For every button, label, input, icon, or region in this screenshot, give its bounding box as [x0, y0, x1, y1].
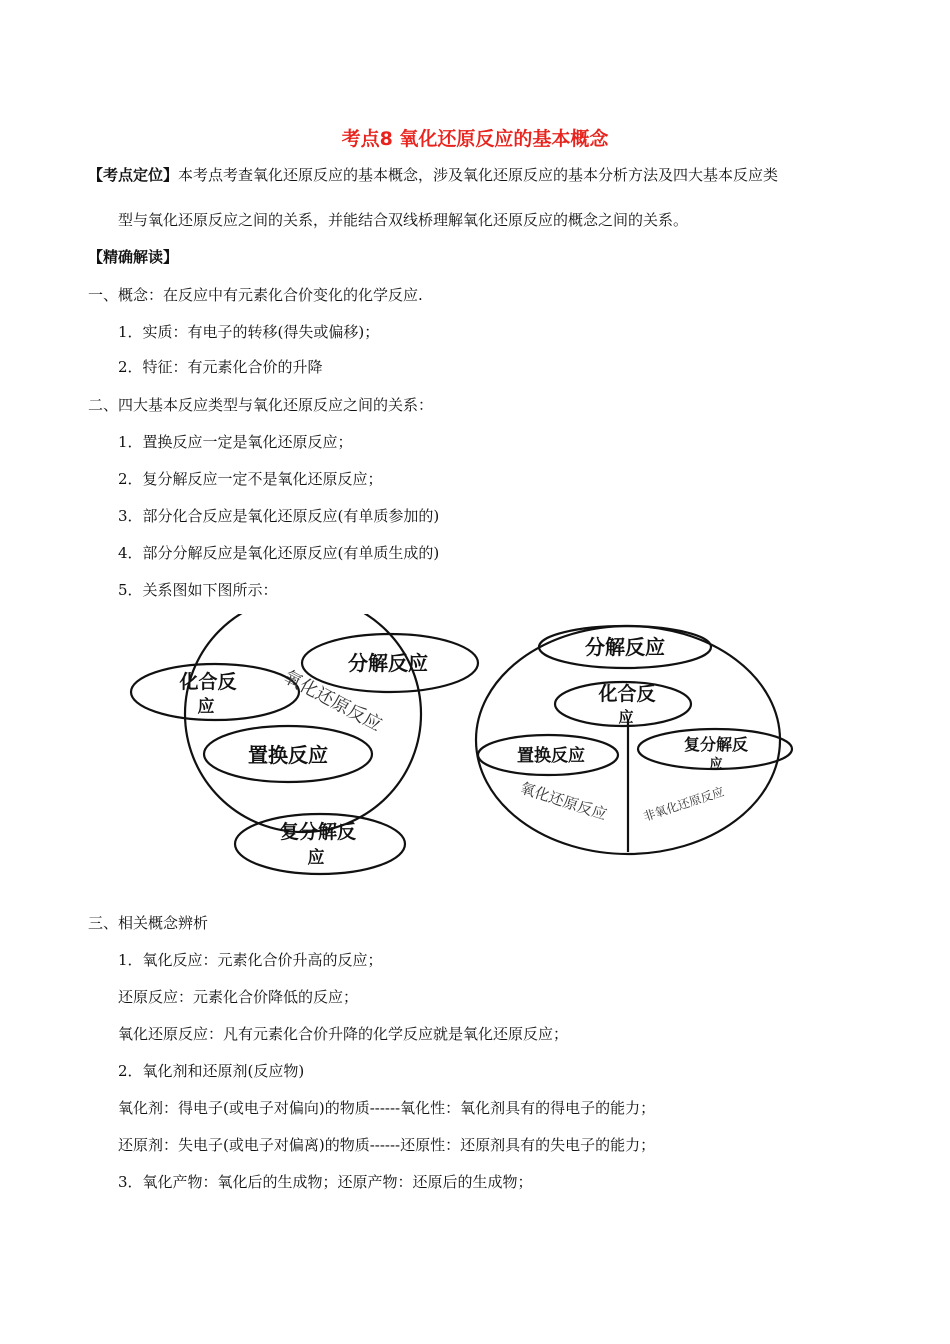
left-combination-label-1: 化合反: [179, 671, 237, 693]
left-redox-label: 氧化还原反应: [279, 666, 386, 736]
section2-item-2: 2．复分解反应一定不是氧化还原反应；: [118, 470, 383, 488]
section2-item-4: 4．部分分解反应是氧化还原反应(有单质生成的): [118, 544, 440, 562]
section2-item-1: 1．置换反应一定是氧化还原反应；: [118, 433, 353, 451]
interpretation-heading: 【精确解读】: [88, 248, 179, 266]
section1-heading: 一、概念：在反应中有元素化合价变化的化学反应.: [88, 286, 423, 304]
section3-heading: 三、相关概念辨析: [88, 914, 209, 932]
right-non-redox-label: 非氧化还原反应: [641, 784, 726, 824]
positioning-text-2: 型与氧化还原反应之间的关系，并能结合双线桥理解氧化还原反应的概念之间的关系。: [118, 211, 689, 229]
left-redox-circle: [185, 614, 421, 832]
section3-line-2: 还原反应：元素化合价降低的反应；: [118, 988, 359, 1006]
section3-line-4: 2．氧化剂和还原剂(反应物): [118, 1062, 305, 1080]
right-decomposition-label: 分解反应: [585, 635, 665, 659]
right-double-decomposition-label-1: 复分解反: [683, 735, 749, 754]
right-double-decomposition-label-2: 应: [709, 757, 723, 772]
left-decomposition-label: 分解反应: [348, 651, 428, 675]
positioning-text-1: 本考点考查氧化还原反应的基本概念，涉及氧化还原反应的基本分析方法及四大基本反应类: [178, 166, 779, 184]
section3-line-7: 3．氧化产物：氧化后的生成物；还原产物：还原后的生成物；: [118, 1173, 533, 1191]
right-combination-label-2: 应: [618, 708, 634, 726]
right-displacement-label: 置换反应: [517, 746, 585, 766]
left-double-decomposition-label-1: 复分解反: [279, 821, 357, 843]
right-redox-label: 氧化还原反应: [517, 778, 610, 824]
section2-item-5: 5．关系图如下图所示：: [118, 581, 278, 599]
section3-line-3: 氧化还原反应：凡有元素化合价升降的化学反应就是氧化还原反应；: [118, 1025, 569, 1043]
right-combination-label-1: 化合反: [598, 683, 656, 705]
section2-item-3: 3．部分化合反应是氧化还原反应(有单质参加的): [118, 507, 440, 525]
left-combination-label-2: 应: [197, 697, 215, 717]
positioning-label: 【考点定位】: [88, 166, 179, 184]
positioning-paragraph-line-1: [88, 165, 778, 185]
left-displacement-label: 置换反应: [248, 743, 328, 767]
section2-heading: 二、四大基本反应类型与氧化还原反应之间的关系：: [88, 396, 434, 414]
section1-item-1: 1．实质：有电子的转移(得失或偏移)；: [118, 323, 380, 341]
section3-line-6: 还原剂：失电子(或电子对偏离)的物质------还原性：还原剂具有的失电子的能力；: [118, 1136, 656, 1154]
page-title: 考点8 氧化还原反应的基本概念: [341, 128, 609, 150]
left-double-decomposition-label-2: 应: [307, 848, 325, 868]
section3-line-1: 1．氧化反应：元素化合价升高的反应；: [118, 951, 383, 969]
section3-line-5: 氧化剂：得电子(或电子对偏向)的物质------氧化性：氧化剂具有的得电子的能力；: [118, 1099, 656, 1117]
reaction-relationship-diagram: [120, 614, 800, 879]
section1-item-2: 2．特征：有元素化合价的升降: [118, 358, 323, 376]
